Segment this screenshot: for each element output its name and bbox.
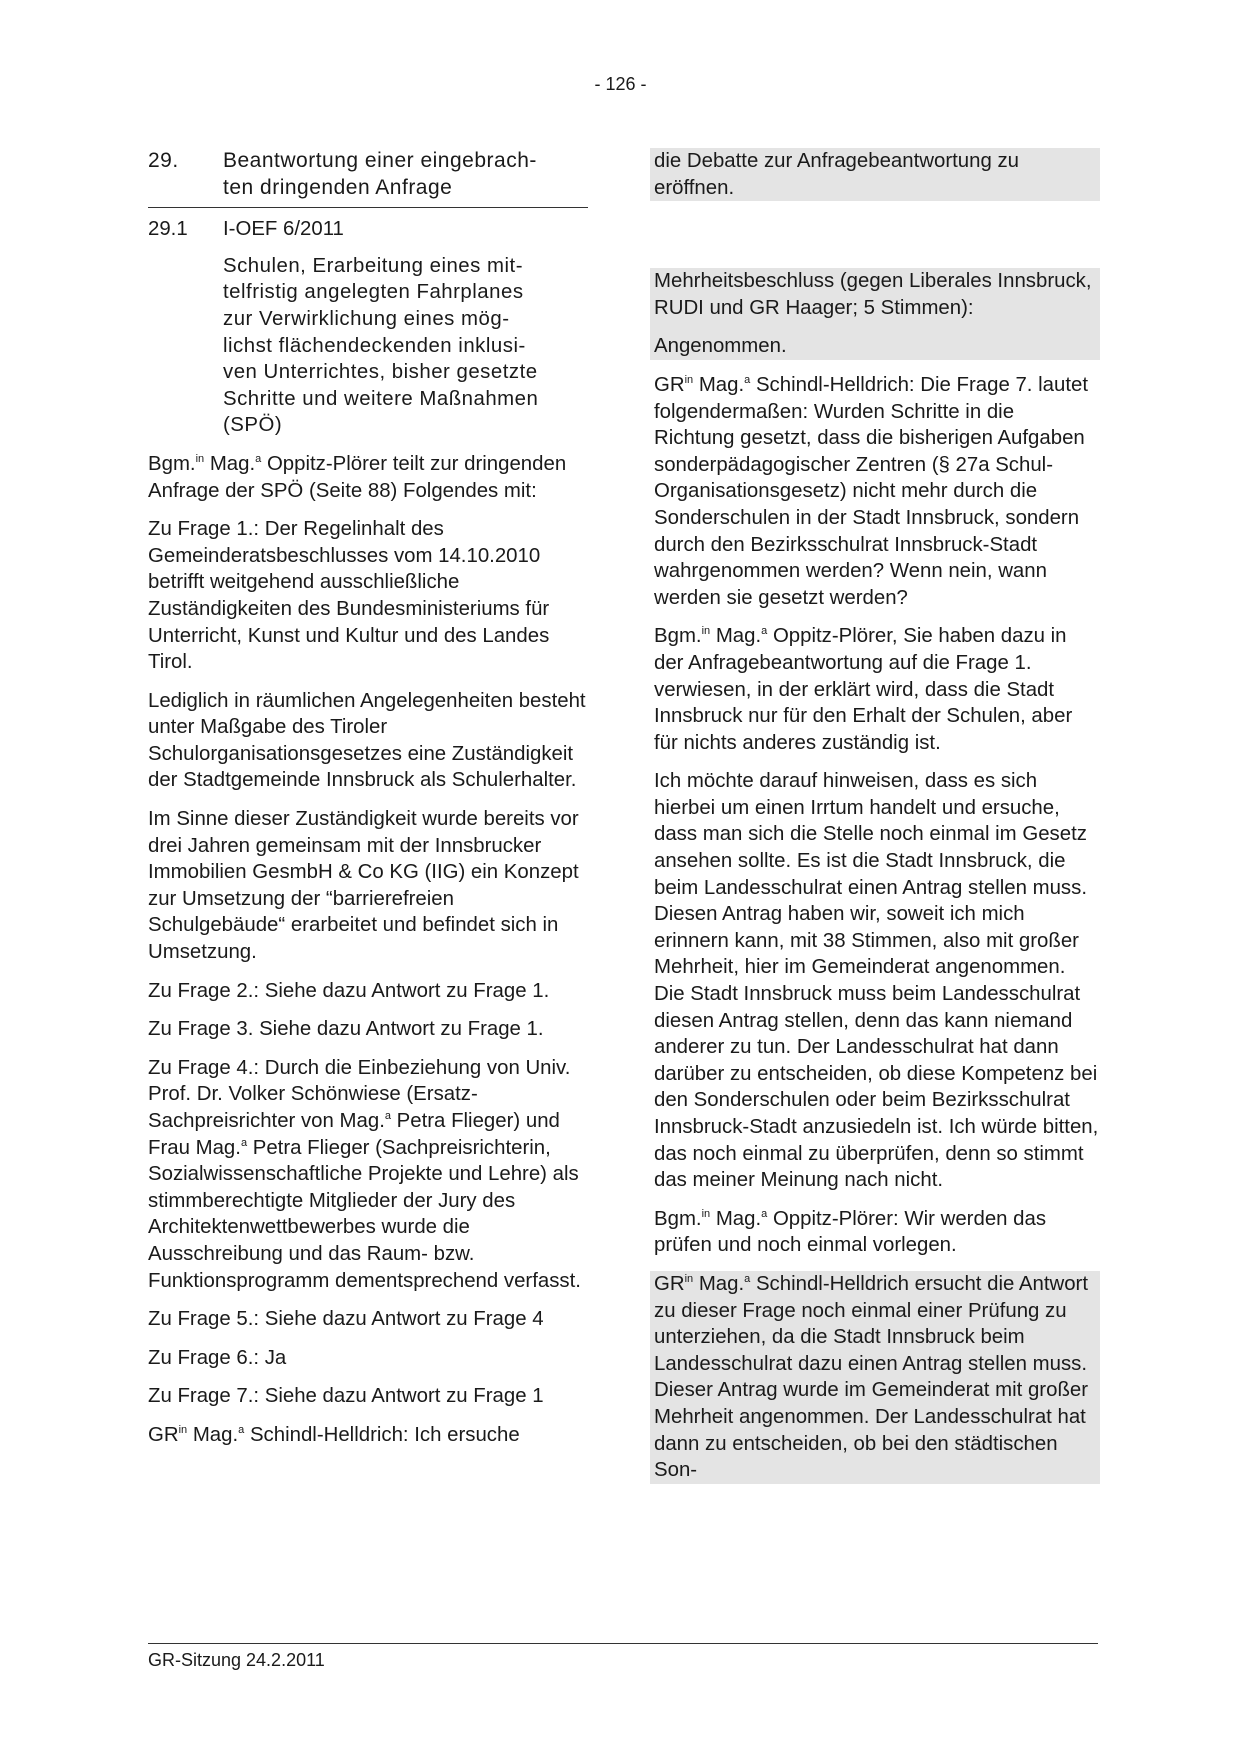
answer-7-paragraph: Zu Frage 7.: Siehe dazu Antwort zu Frage 1 xyxy=(148,1385,544,1408)
vote-paragraph: Mehrheitsbeschluss (gegen Liberales Innsbruck, RUDI und GR Haager; 5 Stimmen): xyxy=(650,268,1100,329)
footer: GR-Sitzung 24.2.2011 xyxy=(148,1643,1098,1671)
item-number: 29.1 xyxy=(148,218,188,241)
answer-6-paragraph: Zu Frage 6.: Ja xyxy=(148,1346,287,1369)
right-column xyxy=(654,148,1100,1496)
reference-paragraph: Bgm.$^{in}$ Mag.$^a$ Oppitz-Plörer, Sie haben dazu in der Anfragebeantwortung auf die Frage 1. verwiesen, in der erklärt wird, dass die Stadt Innsbruck nur für den Erhalt der Schulen, aber für nichts anderes zuständig ist. xyxy=(654,625,1073,754)
agenda-number: 29. xyxy=(148,149,179,172)
review-request-paragraph: $GR^{in}$ Mag.$^a$ Schindl-Helldrich ersucht die Antwort zu dieser Frage noch einmal einer Prüfung zu unterziehen, da die Stadt Innsbruck beim Landesschulrat dazu einen Antrag stellen muss. Dieser Antrag wurde im Gemeinderat mit großer Mehrheit angenommen. Der Landesschulrat hat dann zu entscheiden, ob bei den städtischen Son- xyxy=(650,1271,1100,1484)
objection-paragraph: Ich möchte darauf hinweisen, dass es sich hierbei um einen Irrtum handelt und ersuche, dass man sich die Stelle noch einmal im Gesetz ansehen sollte. Es ist die Stadt Innsbruck, die beim Landesschulrat einen Antrag stellen muss. Diesen Antrag haben wir, soweit ich mich erinnern kann, mit 38 Stimmen, also mit großer Mehrheit, hier im Gemeinderat angenommen. Die Stadt Innsbruck muss beim Landesschulrat diesen Antrag stellen, denn das kann niemand anderer zu tun. Der Landesschulrat hat dann darüber zu entscheiden, ob diese Kompetenz bei den Sonderschulen oder beim Bezirksschulrat Innsbruck-Stadt anzusiedeln ist. Ich würde bitten, das noch einmal zu überprüfen, denn so stimmt das meiner Meinung nach nicht. xyxy=(654,770,1099,1192)
intro-paragraph: Bgm.$^{in}$ Mag.$^a$ Oppitz-Plörer teilt zur dringenden Anfrage der SPÖ (Seite 88) Folgendes mit: xyxy=(148,452,567,502)
item-topic: Schulen, Erarbeitung eines mit- telfristig angelegten Fahrplanes zur Verwirklichung eines mög- lichst flächendeckenden inklusi- ven Unterrichtes, bisher gesetzte Schritte und weitere Maßnahmen (SPÖ) xyxy=(223,254,539,437)
answer-5-paragraph: Zu Frage 5.: Siehe dazu Antwort zu Frage 4 xyxy=(148,1308,544,1331)
question-7-paragraph: $GR^{in}$ Mag.$^a$ Schindl-Helldrich: Die Frage 7. lautet folgendermaßen: Wurden Schritte in die Richtung gesetzt, dass die bisherigen Aufgaben sonderpädagogischer Zentren (§ 27a Schul-Organisationsgesetz) nicht mehr durch die Sonderschulen in der Stadt Innsbruck, sondern durch den Bezirksschulrat Innsbruck-Stadt wahrgenommen werden? Wenn nein, wann werden sie gesetzt werden? xyxy=(654,373,1089,609)
concept-paragraph: Im Sinne dieser Zuständigkeit wurde bereits vor drei Jahren gemeinsam mit der Innsbrucker Immobilien GesmbH & Co KG (IIG) ein Konzept zur Umsetzung der “barrierefreien Schulgebäude“ erarbeitet und befindet sich in Umsetzung. xyxy=(148,808,579,964)
answer-3-paragraph: Zu Frage 3. Siehe dazu Antwort zu Frage 1. xyxy=(148,1018,544,1041)
mayor-reply-paragraph: Bgm.$^{in}$ Mag.$^a$ Oppitz-Plörer: Wir werden das prüfen und noch einmal vorlegen. xyxy=(654,1207,1047,1257)
agenda-title: Beantwortung einer eingebrach- ten dringenden Anfrage xyxy=(223,149,537,199)
item-code: I-OEF 6/2011 xyxy=(223,218,344,241)
left-column xyxy=(148,148,588,1461)
spacer xyxy=(654,213,1100,268)
answer-1-paragraph: Zu Frage 1.: Der Regelinhalt des Gemeinderatsbeschlusses vom 14.10.2010 betrifft weitgehend ausschließliche Zuständigkeiten des Bundesministeriums für Unterricht, Kunst und Kultur und des Landes Tirol. xyxy=(148,518,550,674)
page-number: - 126 - xyxy=(594,74,647,94)
agenda-heading xyxy=(148,148,588,208)
answer-2-paragraph: Zu Frage 2.: Siehe dazu Antwort zu Frage 1. xyxy=(148,979,550,1002)
premises-paragraph: Lediglich in räumlichen Angelegenheiten besteht unter Maßgabe des Tiroler Schulorganisationsgesetzes eine Zuständigkeit der Stadtgemeinde Innsbruck als Schulerhalter. xyxy=(148,689,586,792)
answer-4-paragraph: Zu Frage 4.: Durch die Einbeziehung von Univ. Prof. Dr. Volker Schönwiese (Ersatz-Sachpreisrichter von Mag.$^a$ Petra Flieger) und Frau Mag.$^a$ Petra Flieger (Sachpreisrichterin, Sozialwissenschaftliche Projekte und Lehre) als stimmberechtigte Mitglieder der Jury des Architektenwettbewerbes wurde die Ausschreibung und das Raum- bzw. Funktionsprogramm dementsprechend verfasst. xyxy=(148,1056,581,1292)
item-heading xyxy=(148,216,588,243)
request-paragraph: $GR^{in}$ Mag.$^a$ Schindl-Helldrich: Ich ersuche xyxy=(148,1423,520,1446)
result-paragraph: Angenommen. xyxy=(650,329,1100,360)
debate-paragraph: die Debatte zur Anfragebeantwortung zu eröffnen. xyxy=(650,148,1100,201)
